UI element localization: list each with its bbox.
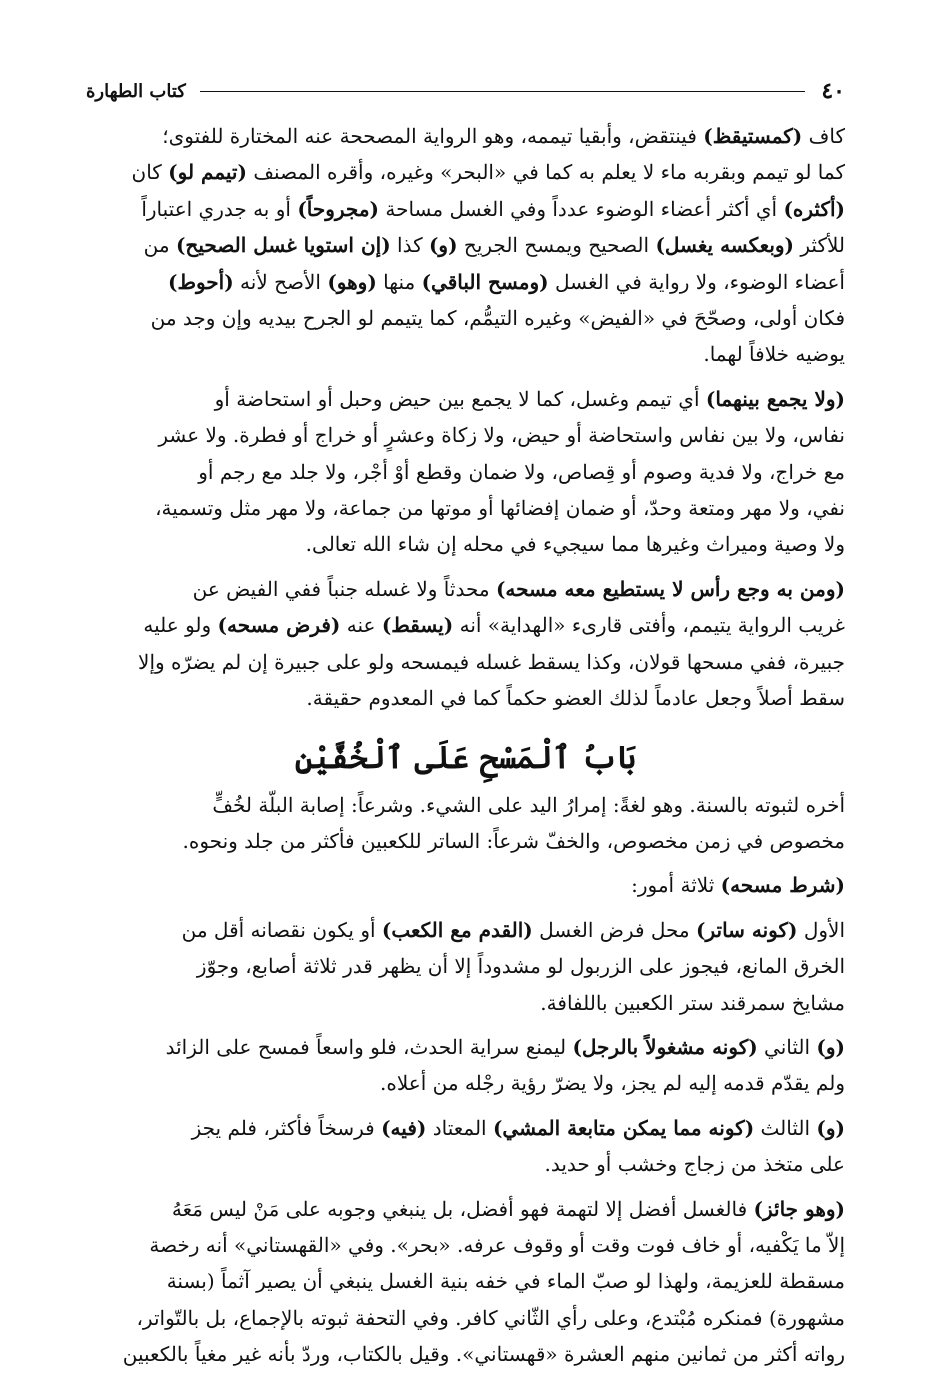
paragraph <box>86 912 845 1021</box>
chapter-heading: بَابُ ٱلْمَسْحِ عَلَى ٱلْخُفَّيْنِ <box>294 739 637 776</box>
text-line: ولم يقدّم قدمه إليه لم يجز، ولا يضرّ رؤية رجْله من أعلاه. <box>379 1071 845 1096</box>
text-section-2 <box>86 787 845 1373</box>
text-line: إلاّ ما يَكْفيه، أو خاف فوت وقت أو وقوف عرفه. «بحر». وفي «القهستاني» أنه رخصة <box>149 1232 845 1257</box>
text-line: مع خراج، ولا فدية وصوم أو قِصاص، ولا ضمان وقطع أوْ أجْر، ولا جلد مع رجم أو <box>198 459 845 484</box>
text-line: الأول (كونه ساتر) محل فرض الغسل (القدم مع الكعب) أو يكون نقصانه أقل من <box>181 917 845 942</box>
text-line: غريب الرواية يتيمم، وأفتى قارىء «الهداية» أنه (يسقط) عنه (فرض مسحه) ولو عليه <box>143 613 845 638</box>
paragraph <box>86 381 845 563</box>
text-line: نفاس، ولا بين نفاس واستحاضة أو حيض، ولا زكاة وعشرٍ أو خراج أو فطرة. ولا عشر <box>158 423 845 448</box>
text-line: (و) الثالث (كونه مما يمكن متابعة المشي) المعتاد (فيه) فرسخاً فأكثر، فلم يجز <box>191 1115 845 1140</box>
text-line: (شرط مسحه) ثلاثة أمور: <box>631 873 845 898</box>
text-line: (أكثره) أي أكثر أعضاء الوضوء عدداً وفي الغسل مساحة (مجروحاً) أو به جدري اعتباراً <box>141 196 845 221</box>
text-line: (وهو جائز) فالغسل أفضل إلا لتهمة فهو أفضل، بل ينبغي وجوبه على مَنْ ليس مَعَهُ <box>171 1196 845 1221</box>
text-line: ولا وصية وميراث وغيرها مما سيجيء في محله إن شاء الله تعالى. <box>305 532 845 557</box>
text-line: سقط أصلاً وجعل عادماً لذلك العضو حكماً كما في المعدوم حقيقة. <box>306 686 845 711</box>
text-line: كما لو تيمم وبقربه ماء لا يعلم به كما في «البحر» وغيره، وأقره المصنف (تيمم لو) كان <box>131 160 845 185</box>
paragraph <box>86 867 845 903</box>
text-line: مخصوص في زمن مخصوص، والخفّ شرعاً: الساتر للكعبين فأكثر من جلد ونحوه. <box>182 828 845 853</box>
page-header <box>86 74 845 108</box>
text-line: رواته أكثر من ثمانين منهم العشرة «قهستاني». وقيل بالكتاب، وردّ بأنه غير مغياً بالكعبين <box>122 1342 845 1367</box>
text-line: مشايخ سمرقند ستر الكعبين باللفافة. <box>540 990 845 1015</box>
text-line: الخرق المانع، فيجوز على الزربول لو مشدوداً إلا أن يظهر قدر ثلاثة أصابع، وجوّز <box>196 954 845 979</box>
text-line: نفي، ولا مهر ومتعة وحدّ، أو ضمان إفضائها أو موتها من جماعة، ولا مهر مثل وتسمية، <box>155 496 845 521</box>
text-line: أعضاء الوضوء، ولا رواية في الغسل (ومسح الباقي) منها (وهو) الأصح لأنه (أحوط) <box>168 269 845 294</box>
text-line: أخره لثبوته بالسنة. وهو لغةً: إمرارُ اليد على الشيء. وشرعاً: إصابة البلّة لخُفٍّ <box>212 792 845 817</box>
text-line: على متخذ من زجاج وخشب أو حديد. <box>544 1152 845 1177</box>
page-number: ٤٠ <box>821 78 845 104</box>
book-title: كتاب الطهارة <box>86 80 186 102</box>
text-line: جبيرة، ففي مسحها قولان، وكذا يسقط غسله فيمسحه ولو على جبيرة إن لم يضرّه وإلا <box>138 649 845 674</box>
header-rule <box>200 91 806 92</box>
paragraph <box>86 118 845 373</box>
paragraph <box>86 1191 845 1373</box>
text-line: للأكثر (وبعكسه يغسل) الصحيح ويمسح الجريح (و) كذا (إن استويا غسل الصحيح) من <box>143 233 845 258</box>
paragraph <box>86 1110 845 1183</box>
text-line: (ومن به وجع رأس لا يستطيع معه مسحه) محدثاً ولا غسله جنباً ففي الفيض عن <box>192 576 845 601</box>
text-line: فكان أولى، وصحّحَ في «الفيض» وغيره التيمُّم، كما يتيمم لو الجرح بيديه وإن وجد من <box>150 306 845 331</box>
text-section-1 <box>86 118 845 717</box>
text-line: كاف (كمستيقظ) فينتقض، وأبقيا تيممه، وهو الرواية المصححة عنه المختارة للفتوى؛ <box>162 124 845 148</box>
text-line: مسقطة للعزيمة، ولهذا لو صبّ الماء في خفه بنية الغسل ينبغي أن يصير آثماً (بسنة <box>166 1269 845 1294</box>
text-line: مشهورة) فمنكره مُبْتدع، وعلى رأي الثّاني كافر. وفي التحفة ثبوته بالإجماع، بل بالتّواتر، <box>136 1305 845 1330</box>
paragraph <box>86 787 845 860</box>
text-line: يوضيه خلافاً لهما. <box>703 342 845 367</box>
paragraph <box>86 1029 845 1102</box>
text-line: (ولا يجمع بينهما) أي تيمم وغسل، كما لا يجمع بين حيض وحبل أو استحاضة أو <box>214 386 845 411</box>
paragraph <box>86 571 845 717</box>
text-line: (و) الثاني (كونه مشغولاً بالرجل) ليمنع سراية الحدث، فلو واسعاً فمسح على الزائد <box>165 1034 845 1059</box>
